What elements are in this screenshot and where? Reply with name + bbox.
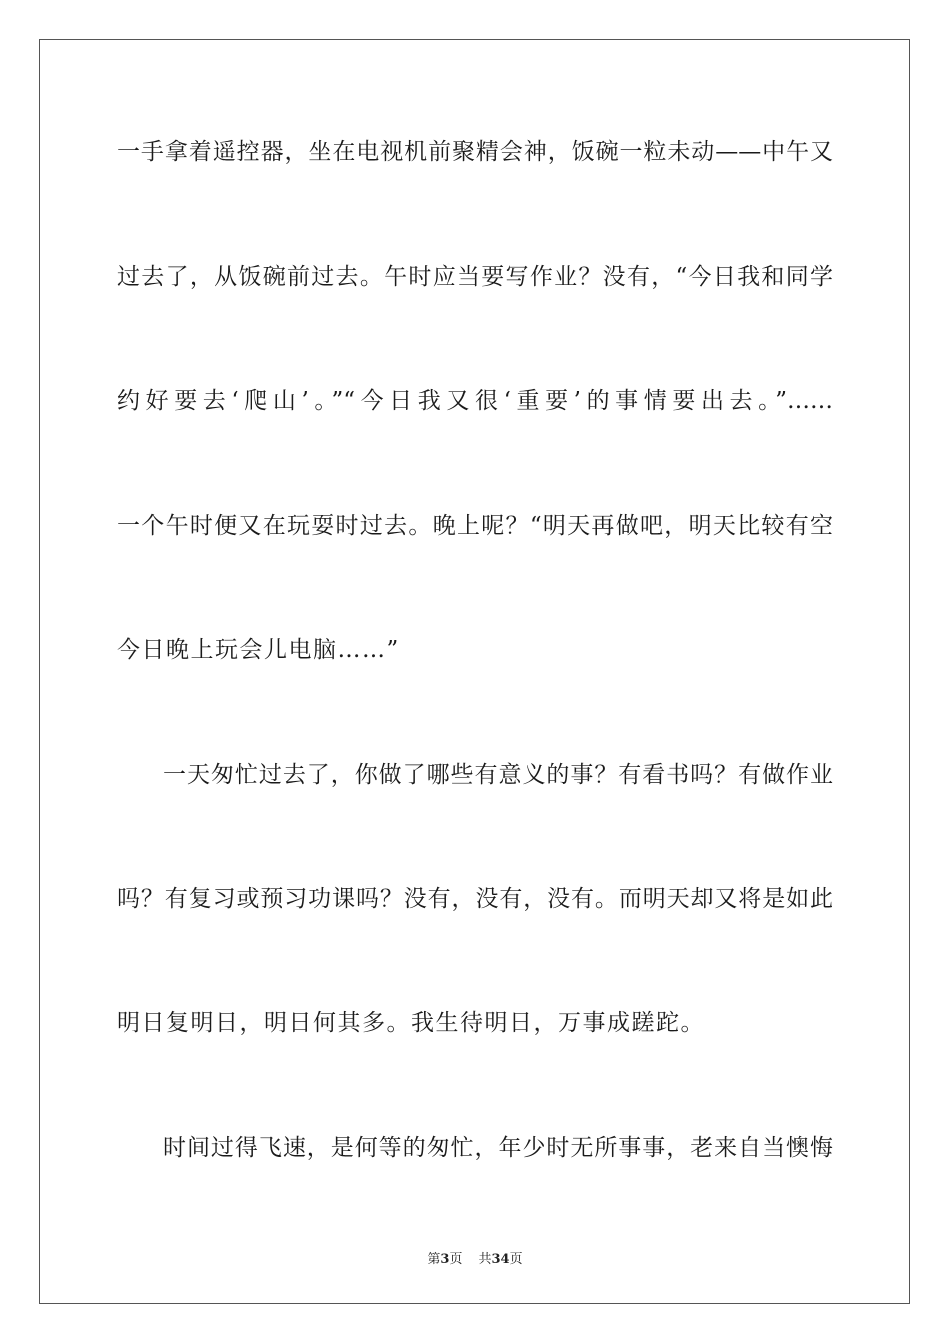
page-border: [39, 39, 910, 1304]
text-line-3: 约好要去‘爬山’。”“今日我又很‘重要’的事情要出去。”……: [117, 388, 833, 414]
total-pages: 34: [491, 1252, 510, 1267]
text-line-1: 一手拿着遥控器，坐在电视机前聚精会神，饭碗一粒未动——中午又: [117, 139, 833, 165]
page-footer: [0, 1248, 950, 1267]
text-line-7: 吗？有复习或预习功课吗？没有，没有，没有。而明天却又将是如此: [117, 886, 833, 912]
text-line-9: 时间过得飞速，是何等的匆忙，年少时无所事事，老来自当懊悔: [163, 1135, 833, 1161]
total-suffix: 页: [509, 1252, 523, 1267]
text-line-8: 明日复明日，明日何其多。我生待明日，万事成蹉跎。: [117, 1010, 705, 1036]
text-line-2: 过去了，从饭碗前过去。午时应当要写作业？没有，“今日我和同学: [117, 264, 833, 290]
page-suffix: 页: [449, 1252, 463, 1267]
text-line-4: 一个午时便又在玩耍时过去。晚上呢？“明天再做吧，明天比较有空: [117, 513, 833, 539]
text-line-5: 今日晚上玩会儿电脑……”: [117, 637, 400, 663]
page-prefix: 第: [427, 1252, 441, 1267]
text-line-6: 一天匆忙过去了，你做了哪些有意义的事？有看书吗？有做作业: [163, 762, 833, 788]
total-prefix: 共: [478, 1252, 492, 1267]
page-number: 3: [440, 1252, 450, 1267]
